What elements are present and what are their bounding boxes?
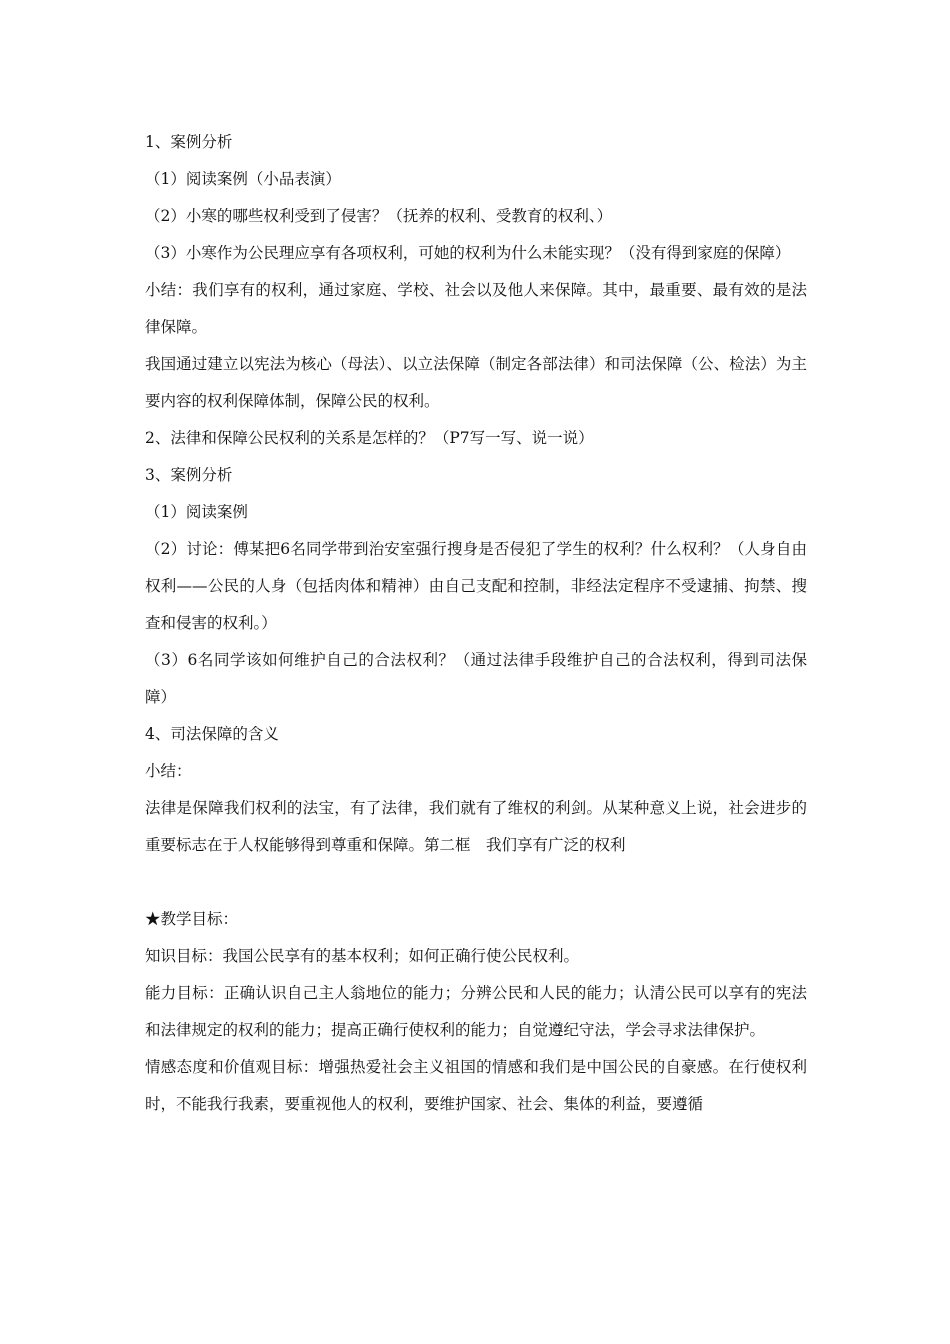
heading-judicial-protection: 4、司法保障的含义 bbox=[145, 725, 279, 743]
document-body bbox=[145, 124, 807, 1123]
list-item-rights-violated: （2）小寒的哪些权利受到了侵害？（抚养的权利、受教育的权利、） bbox=[145, 207, 613, 225]
objective-emotion-values: 情感态度和价值观目标：增强热爱社会主义祖国的情感和我们是中国公民的自豪感。在行使权利时，不能我行我素，要重视他人的权利，要维护国家、社会、集体的利益，要遵循 bbox=[145, 1058, 807, 1113]
blank-line bbox=[145, 864, 807, 901]
list-item-discussion: （2）讨论：傅某把6名同学带到治安室强行搜身是否侵犯了学生的权利？什么权利？（人身自由权利——公民的人身（包括肉体和精神）由自己支配和控制，非经法定程序不受逮捕、拘禁、搜查和侵害的权利。） bbox=[145, 540, 807, 632]
heading-teaching-objectives: ★教学目标： bbox=[145, 910, 239, 928]
objective-knowledge: 知识目标：我国公民享有的基本权利；如何正确行使公民权利。 bbox=[145, 947, 580, 965]
summary-paragraph-1: 小结：我们享有的权利，通过家庭、学校、社会以及他人来保障。其中，最重要、最有效的是法律保障。 bbox=[145, 281, 807, 336]
heading-law-and-rights: 2、法律和保障公民权利的关系是怎样的？（P7写一写、说一说） bbox=[145, 429, 594, 447]
list-item-read-case-skit: （1）阅读案例（小品表演） bbox=[145, 170, 341, 188]
list-item-defend-rights: （3）6名同学该如何维护自己的合法权利？（通过法律手段维护自己的合法权利，得到司法保障） bbox=[145, 651, 807, 706]
heading-case-analysis-1: 1、案例分析 bbox=[145, 133, 233, 151]
paragraph-rights-protection-system: 我国通过建立以宪法为核心（母法）、以立法保障（制定各部法律）和司法保障（公、检法）为主要内容的权利保障体制，保障公民的权利。 bbox=[145, 355, 807, 410]
list-item-read-case: （1）阅读案例 bbox=[145, 503, 248, 521]
heading-case-analysis-3: 3、案例分析 bbox=[145, 466, 233, 484]
objective-ability: 能力目标：正确认识自己主人翁地位的能力；分辨公民和人民的能力；认清公民可以享有的宪法和法律规定的权利的能力；提高正确行使权利的能力；自觉遵纪守法，学会寻求法律保护。 bbox=[145, 984, 807, 1039]
summary-label: 小结： bbox=[145, 762, 192, 780]
summary-paragraph-2: 法律是保障我们权利的法宝，有了法律，我们就有了维权的利剑。从某种意义上说，社会进步的重要标志在于人权能够得到尊重和保障。第二框 我们享有广泛的权利 bbox=[145, 799, 807, 854]
list-item-rights-not-realized: （3）小寒作为公民理应享有各项权利，可她的权利为什么未能实现？（没有得到家庭的保障） bbox=[145, 244, 791, 262]
